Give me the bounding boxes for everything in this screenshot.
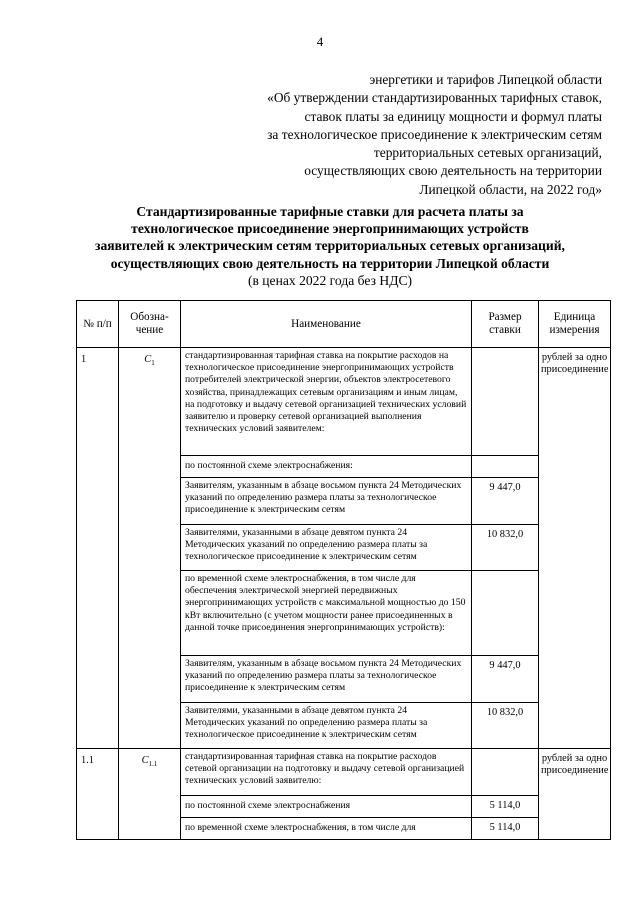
header-line: «Об утверждении стандартизированных тарифных ставок,: [267, 90, 602, 106]
header-symbol: Обозна-чение: [119, 301, 181, 348]
header-unit: Единица измерения: [539, 301, 611, 348]
title-line: заявителей к электрическим сетям территориальных сетевых организаций,: [95, 238, 565, 254]
page-number: 4: [316, 34, 324, 49]
row-rate: [472, 456, 539, 478]
approval-header: [267, 71, 602, 199]
header-line: территориальных сетевых организаций,: [373, 145, 602, 161]
header-line: энергетики и тарифов Липецкой области: [369, 72, 602, 87]
row-rate: 9 447,0: [472, 656, 539, 703]
title-line: технологическое присоединение энергопринимающих устройств: [131, 221, 529, 237]
title-line: осуществляющих свою деятельность на территории Липецкой области: [110, 255, 550, 271]
symbol-letter: C: [144, 354, 152, 365]
row-rate: 5 114,0: [472, 796, 539, 818]
row-unit: рублей за одно присоединение: [539, 749, 611, 840]
row-description: Заявителям, указанным в абзаце восьмом пункта 24 Методических указаний по определению размера платы за технологическое присоединение к электрическим сетям: [181, 656, 472, 703]
row-rate: 5 114,0: [472, 818, 539, 840]
row-symbol: [119, 348, 181, 749]
table-header-row: [77, 301, 611, 348]
row-description: Заявителям, указанным в абзаце восьмом пункта 24 Методических указаний по определению размера платы за технологическое присоединение к электрическим сетям: [181, 478, 472, 525]
row-description: стандартизированная тарифная ставка на покрытие расходов сетевой организации на подготовку и выдачу сетевой организацией технических условий заявителю:: [181, 749, 472, 796]
header-line: Липецкой области, на 2022 год»: [419, 181, 602, 197]
title-subtitle: (в ценах 2022 года без НДС): [247, 272, 413, 288]
header-line: ставок платы за единицу мощности и формул платы: [304, 108, 602, 124]
table-row: [77, 348, 611, 456]
header-rate: Размер ставки: [472, 301, 539, 348]
row-rate: [472, 571, 539, 656]
row-rate: [472, 348, 539, 456]
row-description: по временной схеме электроснабжения, в том числе для: [181, 818, 472, 840]
table-row: [77, 749, 611, 796]
header-line: осуществляющих свою деятельность на территории: [304, 163, 602, 179]
header-num: № п/п: [77, 301, 119, 348]
tariff-table: [76, 300, 611, 840]
row-description: по постоянной схеме электроснабжения: [181, 796, 472, 818]
row-rate: 10 832,0: [472, 525, 539, 571]
row-description: по временной схеме электроснабжения, в том числе для обеспечения электрической энергией передвижных энергопринимающих устройств с максимальной мощностью до 150 кВт включительно (с учетом мощности ранее присоединенных в данной точке присоединения энергопринимающих устройств):: [181, 571, 472, 656]
row-description: стандартизированная тарифная ставка на покрытие расходов на технологическое присоединение энергопринимающих устройств потребителей электрической энергии, объектов электросетевого хозяйства, принадлежащих сетевым организациям и иным лицам, на подготовку и выдачу сетевой организацией технических условий заявителю и проверку сетевой организацией выполнения технических условий заявителем:: [181, 348, 472, 456]
row-description: по постоянной схеме электроснабжения:: [181, 456, 472, 478]
row-number: 1: [77, 348, 119, 749]
row-symbol: [119, 749, 181, 840]
document-title: [60, 203, 600, 289]
header-line: за технологическое присоединение к электрическим сетям: [267, 126, 602, 142]
row-description: Заявителями, указанными в абзаце девятом пункта 24 Методических указаний по определению размера платы за технологическое присоединение к электрическим сетям: [181, 703, 472, 749]
row-description: Заявителями, указанными в абзаце девятом пункта 24 Методических указаний по определению размера платы за технологическое присоединение к электрическим сетям: [181, 525, 472, 571]
row-rate: [472, 749, 539, 796]
symbol-subscript: 1: [151, 359, 155, 368]
header-name: Наименование: [181, 301, 472, 348]
row-rate: 9 447,0: [472, 478, 539, 525]
row-number: 1.1: [77, 749, 119, 840]
title-line: Стандартизированные тарифные ставки для расчета платы за: [136, 204, 524, 219]
row-unit: рублей за одно присоединение: [539, 348, 611, 749]
row-rate: 10 832,0: [472, 703, 539, 749]
symbol-subscript: 1.1: [148, 760, 158, 769]
symbol-letter: C: [141, 755, 149, 766]
